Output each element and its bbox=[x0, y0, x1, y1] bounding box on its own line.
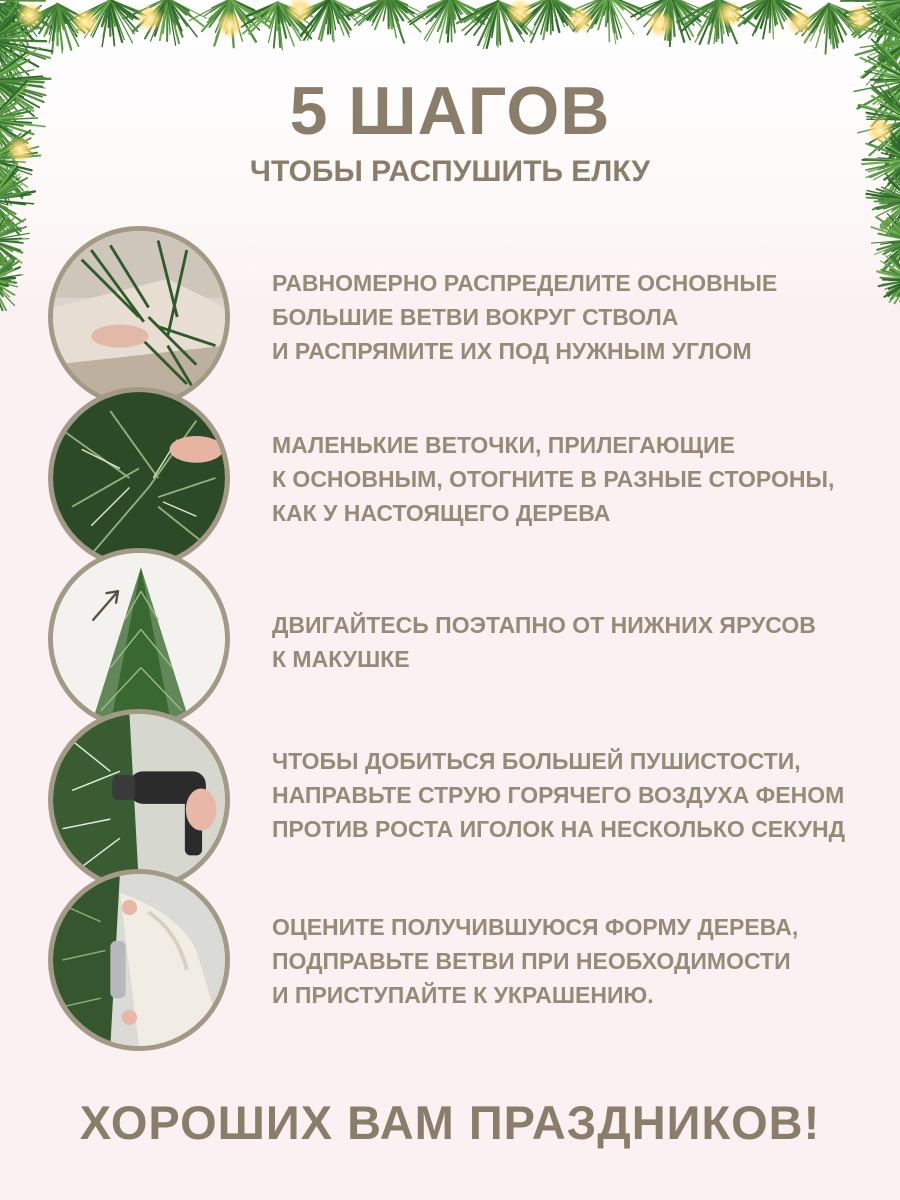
step-4-line-1: ЧТОБЫ ДОБИТЬСЯ БОЛЬШЕЙ ПУШИСТОСТИ, bbox=[272, 748, 801, 774]
step-3-line-2: К МАКУШКЕ bbox=[272, 646, 410, 672]
page-subtitle: ЧТОБЫ РАСПУШИТЬ ЕЛКУ bbox=[249, 155, 651, 188]
step-5-line-3: И ПРИСТУПАЙТЕ К УКРАШЕНИЮ. bbox=[272, 982, 654, 1008]
page-title: 5 ШАГОВ bbox=[289, 73, 611, 149]
footer-greeting: ХОРОШИХ ВАМ ПРАЗДНИКОВ! bbox=[79, 1096, 821, 1149]
step-4-text bbox=[272, 744, 872, 846]
step-5-text bbox=[272, 910, 872, 1012]
step-4-line-3: ПРОТИВ РОСТА ИГОЛОК НА НЕСКОЛЬКО СЕКУНД bbox=[272, 816, 846, 842]
step-3-photo bbox=[48, 548, 230, 730]
step-2-line-3: КАК У НАСТОЯЩЕГО ДЕРЕВА bbox=[272, 500, 611, 526]
step-1-line-2: БОЛЬШИЕ ВЕТВИ ВОКРУГ СТВОЛА bbox=[272, 304, 679, 330]
step-4-line-2: НАПРАВЬТЕ СТРУЮ ГОРЯЧЕГО ВОЗДУХА ФЕНОМ bbox=[272, 782, 845, 808]
step-2-photo bbox=[48, 387, 230, 569]
step-1-text bbox=[272, 266, 872, 368]
step-4-photo bbox=[48, 709, 230, 891]
step-5-line-1: ОЦЕНИТЕ ПОЛУЧИВШУЮСЯ ФОРМУ ДЕРЕВА, bbox=[272, 914, 799, 940]
step-1-photo bbox=[48, 226, 230, 408]
step-1-line-1: РАВНОМЕРНО РАСПРЕДЕЛИТЕ ОСНОВНЫЕ bbox=[272, 270, 778, 296]
step-1-line-3: И РАСПРЯМИТЕ ИХ ПОД НУЖНЫМ УГЛОМ bbox=[272, 338, 752, 364]
step-2-line-2: К ОСНОВНЫМ, ОТОГНИТЕ В РАЗНЫЕ СТОРОНЫ, bbox=[272, 466, 835, 492]
step-5-photo bbox=[48, 869, 230, 1051]
step-5-line-2: ПОДПРАВЬТЕ ВЕТВИ ПРИ НЕОБХОДИМОСТИ bbox=[272, 948, 791, 974]
step-2-line-1: МАЛЕНЬКИЕ ВЕТОЧКИ, ПРИЛЕГАЮЩИЕ bbox=[272, 432, 735, 458]
step-3-text bbox=[272, 608, 872, 676]
step-2-text bbox=[272, 428, 872, 530]
step-3-line-1: ДВИГАЙТЕСЬ ПОЭТАПНО ОТ НИЖНИХ ЯРУСОВ bbox=[272, 612, 816, 638]
